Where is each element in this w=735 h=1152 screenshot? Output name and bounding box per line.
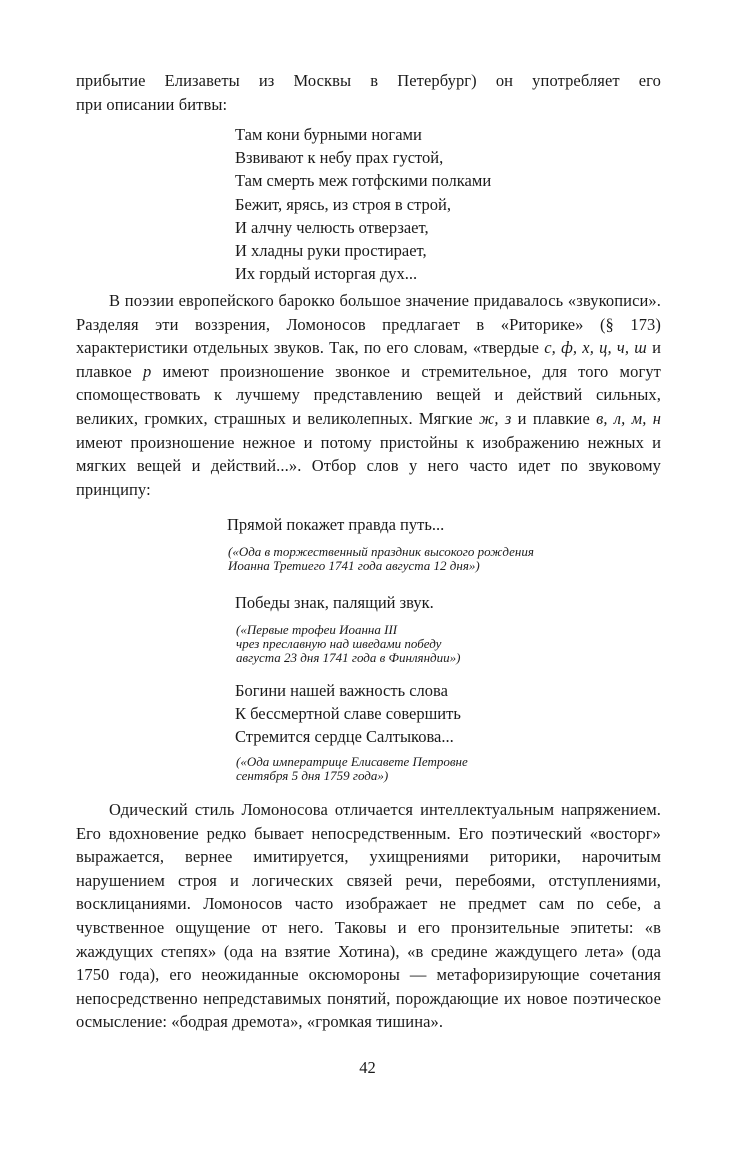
liquid-consonants: в, л, м, н [596,408,661,428]
verse-battle [235,123,491,285]
text-line: при описании битвы: [76,94,228,114]
verse-line: Взвивают к небу прах густой, [235,148,444,168]
verse-line: Стремится сердце Салтыкова... [235,727,454,747]
paragraph-odic-style: Одический стиль Ломоносова отличается интеллектуальным напряжением. Его вдохновение редко бывает непосредственным. Его поэтический «восторг» выражается, вернее имитируется, ухищрениями риторики, нарочитым нарушением строя и логических связей речи, перебоями, отступлениями, восклицаниями. Ломоносов часто изображает не предмет сам по себе, а чувственное ощущение от него. Таковы и его пронзительные эпитеты: «в жаждущих степях» (ода на взятие Хотина), «в средине жаждущего лета» (ода 1750 года), его неожиданные оксюмороны — метафоризирующие сочетания непосредственно непредставимых понятий, порождающие их новое поэтическое осмысление: «бодрая дремота», «громкая тишина». [76,800,661,1032]
verse-line: Бежит, ярясь, из строя в строй, [235,194,451,214]
quote-line-2: Победы знак, палящий звук. [235,593,434,612]
opening-text [76,69,661,116]
hard-consonants: с, ф, х, ц, ч, ш [544,338,647,358]
quote-line-1: Прямой покажет правда путь... [227,515,445,534]
verse-line: К бессмертной славе совершить [235,704,461,724]
r-letter: р [142,361,152,381]
verse-line: Богини нашей важность слова [235,681,448,700]
verse-line: И хладны руки простирает, [235,241,427,261]
quote-verse-3 [235,679,461,749]
quote-source-1: («Ода в торжественный праздник высокого рождения Иоанна Третиего 1741 года августа 12 дня») [228,544,534,573]
verse-line: Их гордый исторгая дух... [235,264,418,284]
quote-source-3: («Ода императрице Елисавете Петровне сентября 5 дня 1759 года») [236,754,468,783]
soft-consonants: ж, з [478,408,512,428]
page-number: 42 [359,1058,376,1077]
verse-line: И алчну челюсть отверзает, [235,217,429,237]
quote-source-2: («Первые трофеи Иоанна III чрез преславную над шведами победу августа 23 дня 1741 года в Финляндии») [236,622,461,665]
paragraph-sound-writing: В поэзии европейского барокко большое значение придавалось «звукописи». Разделяя эти воззрения, Ломоносов предлагает в «Риторике» (§ 173) характеристики отдельных звуков. Так, по его словам, «твердые с, ф, х, ц, ч, ш и плавкое р имеют произношение звонкое и стремительное, для того могут спомоществовать к лучшему представлению вещей и действий сильных, великих, громких, страшных и великолепных. Мягкие ж, з и плавкие в, л, м, н имеют произношение нежное и потому пристойны к изображению нежных и мягких вещей и действий...». Отбор слов у него часто идет по звуковому принципу: [76,291,661,499]
verse-line: Там кони бурными ногами [235,125,422,144]
text-line: прибытие Елизаветы из Москвы в Петербург) он употребляет его [76,71,661,90]
verse-line: Там смерть меж готфскими полками [235,171,492,191]
